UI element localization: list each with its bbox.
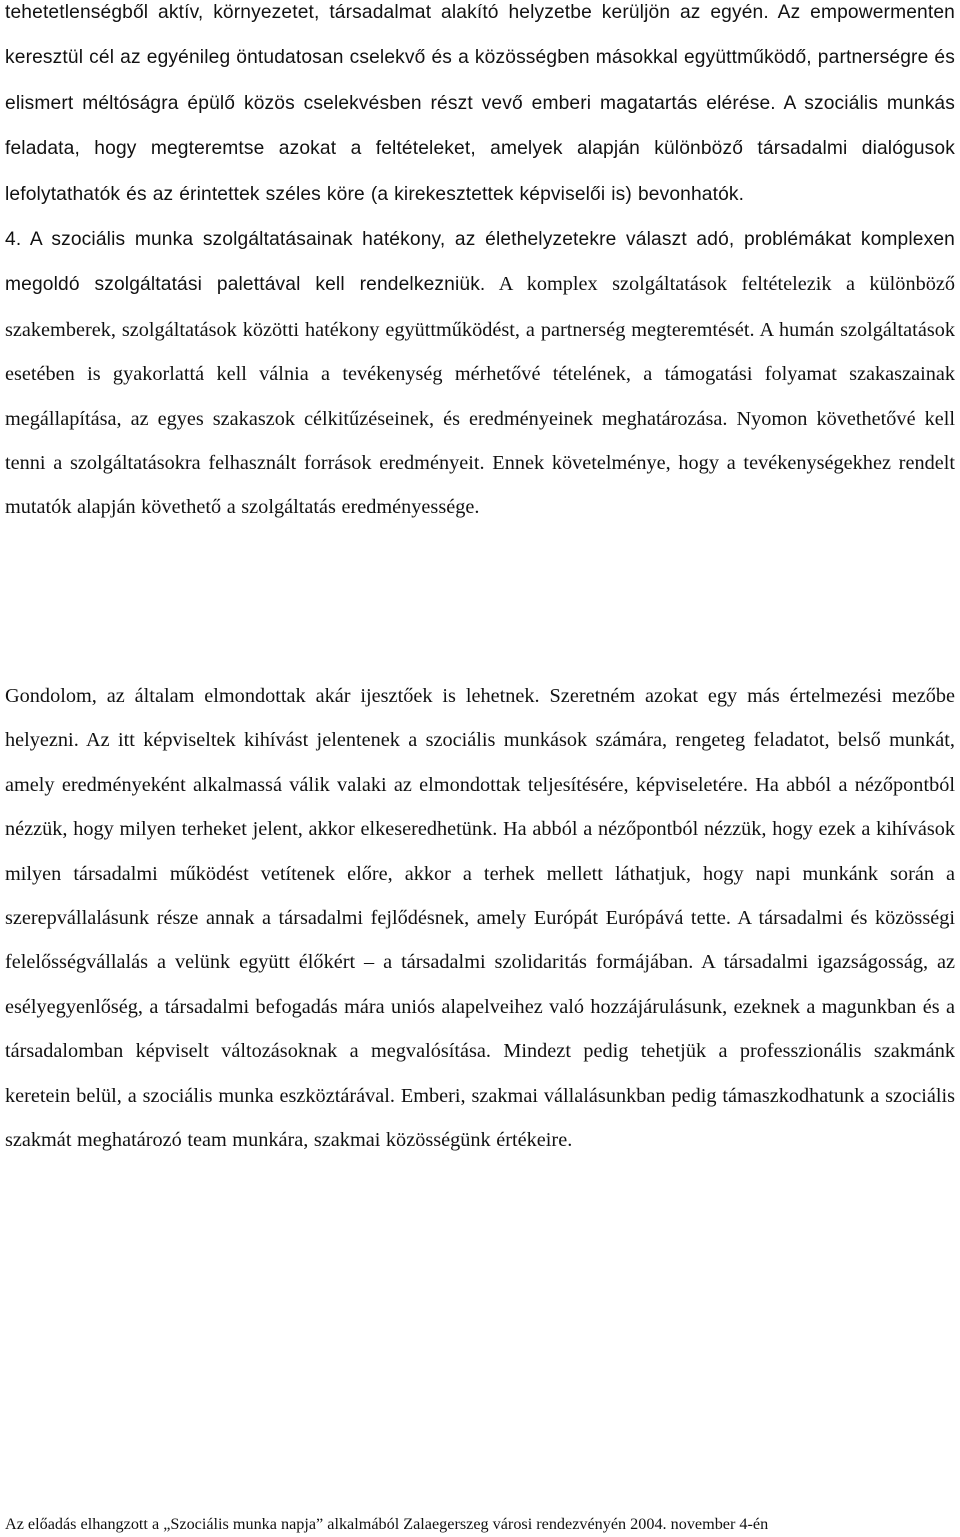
paragraph-1-serif-text: A komplex szolgáltatások feltételezik a különböző szakemberek, szolgáltatások közötti hatékony együttműködést, a partnerség megteremtését. A humán szolgáltatások esetében is gyakorlattá kell válnia a tevékenység mérhetővé tételének, a támogatási folyamat szakaszainak megállapítása, az egyes szakaszok célkitűzéseinek, és eredményeinek meghatározása. Nyomon követhetővé kell tenni a szolgáltatásokra felhasznált források eredményeit. Ennek követelménye, hogy a tevékenységekhez rendelt mutatók alapján követhető a szolgáltatás eredményessége.: [5, 273, 956, 519]
paragraph-1-sans-text: tehetetlenségből aktív, környezetet, társadalmat alakító helyzetbe kerüljön az egyén. Az empowermenten keresztül cél az egyénileg öntudatosan cselekvő és a közösségben másokkal együttműködő, partnerségre és elismert méltóságra épülő közös cselekvésben részt vevő emberi magatartás elérése. A szociális munkás feladata, hogy megteremtse azokat a feltételeket, amelyek alapján különböző társadalmi dialógusok lefolytathatók és az érintettek széles köre (a kirekesztettek képviselői is) bevonhatók.: [5, 2, 955, 205]
body-paragraph-1: [5, 0, 955, 530]
page-footer-note: Az előadás elhangzott a „Szociális munka napja” alkalmából Zalaegerszeg városi rendezvényén 2004. november 4-én: [5, 1515, 769, 1533]
body-paragraph-2: Gondolom, az általam elmondottak akár ijesztőek is lehetnek. Szeretném azokat egy más értelmezési mezőbe helyezni. Az itt képviseltek kihívást jelentenek a szociális munkások számára, rengeteg feladatot, belső munkát, amely eredményeként alkalmassá válik valaki az elmondottak teljesítésére, képviseletére. Ha abból a nézőpontból nézzük, hogy milyen terheket jelent, akkor elkeseredhetünk. Ha abból a nézőpontból nézzük, hogy ezek a kihívások milyen társadalmi működést vetítenek előre, akkor a terhek mellett láthatjuk, hogy napi munkánk során a szerepvállalásunk része annak a társadalmi fejlődésnek, amely Európát Európává tette. A társadalmi és közösségi felelősségvállalás a velünk együtt élőkért – a társadalmi szolidaritás formájában. A társadalmi igazságosság, az esélyegyenlőség, a társadalmi befogadás mára uniós alapelveihez való hozzájárulásunk, ezeknek a magunkban és a társadalomban képviselt változásoknak a megvalósítása. Mindezt pedig tehetjük a professzionális szakmánk keretein belül, a szociális munka eszköztárával. Emberi, szakmai vállalásunkban pedig támaszkodhatunk a szociális szakmát meghatározó team munkára, szakmai közösségünk értékeire.: [5, 685, 955, 1152]
paragraph-1-point-4-text: 4. A szociális munka szolgáltatásainak hatékony, az élethelyzetekre választ adó, problémákat komplexen megoldó szolgáltatási palettával kell rendelkezniük.: [5, 229, 955, 296]
